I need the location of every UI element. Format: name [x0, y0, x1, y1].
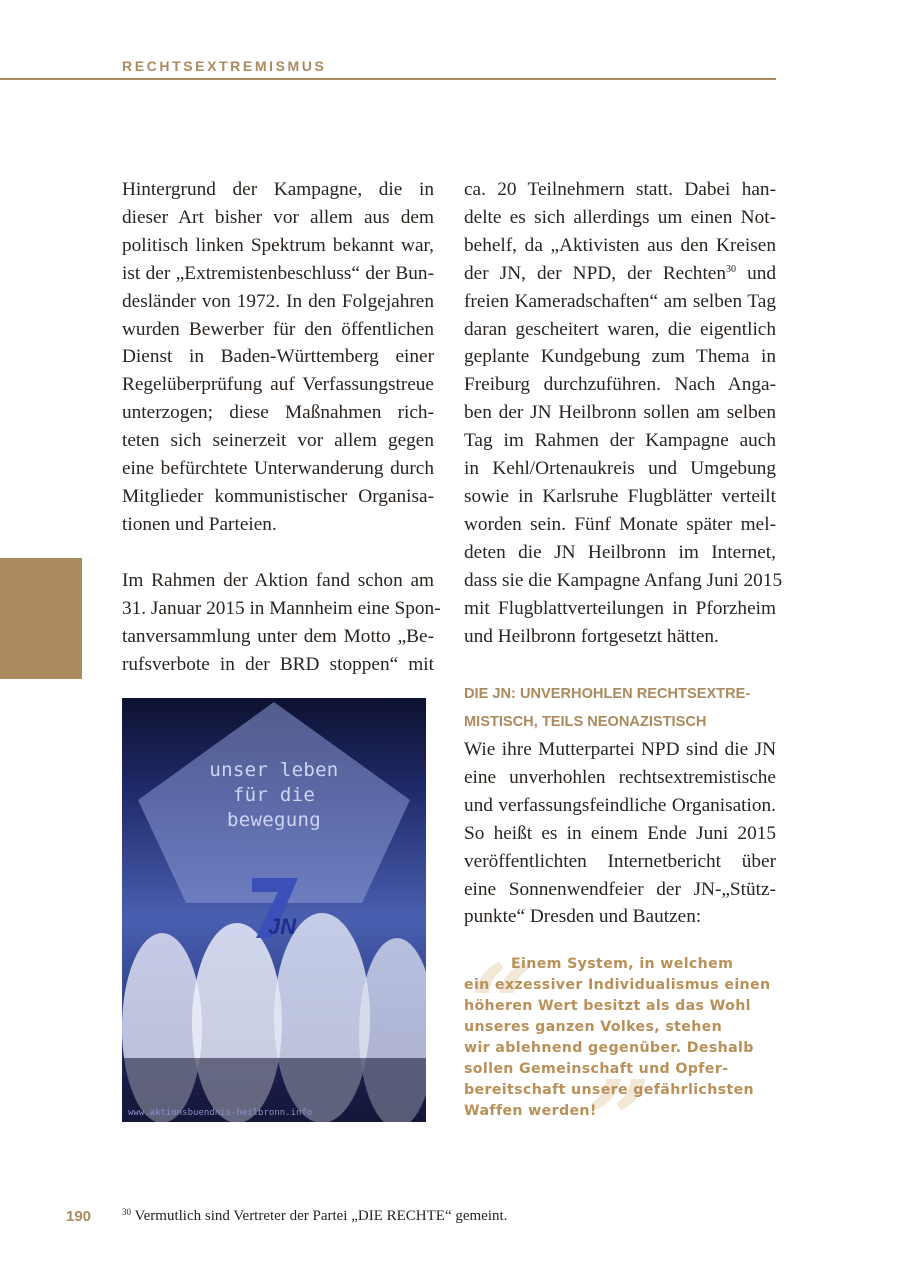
text-line: Einem System, in welchem	[511, 956, 734, 972]
text-line: MISTISCH, TEILS NEONAZISTISCH	[464, 714, 707, 730]
jn-logo-text: JN	[268, 914, 297, 939]
text-line: geplante Kundgebung zum Thema in	[464, 346, 776, 368]
text-line: desländer von 1972. In den Folgejahren	[122, 290, 434, 312]
text-line: worden sein. Fünf Monate später mel-	[464, 513, 776, 535]
section-heading	[464, 680, 784, 736]
campaign-poster-image	[122, 698, 426, 1122]
text-fragment: der JN, der NPD, der Rechten	[464, 262, 726, 284]
paragraph-gap	[122, 539, 434, 567]
left-paragraph-2	[122, 567, 441, 679]
text-line: Waffen werden!	[464, 1103, 597, 1119]
footnote-text: Vermutlich sind Vertreter der Partei „DIE RECHTE“ gemeint.	[131, 1208, 508, 1224]
text-line: tionen und Parteien.	[122, 513, 277, 535]
text-line: freien Kameradschaften“ am selben Tag	[464, 290, 776, 312]
open-quote-mark: “	[470, 940, 534, 1069]
text-line: sowie in Karlsruhe Flugblätter verteilt	[464, 485, 776, 507]
poster-footer-url: www.aktionsbuendnis-heilbronn.info	[128, 1108, 313, 1118]
text-fragment: und	[736, 262, 776, 284]
text-line: deten die JN Heilbronn im Internet,	[464, 541, 776, 563]
header-rule	[0, 78, 776, 80]
text-line: 31. Januar 2015 in Mannheim eine Spon-	[122, 597, 441, 619]
text-line-with-note	[464, 260, 776, 288]
section-body	[464, 736, 776, 931]
text-line: wurden Bewerber für den öffentlichen	[122, 318, 434, 340]
text-line: in Kehl/Ortenaukreis und Umgebung	[464, 458, 776, 480]
footnote	[122, 1208, 507, 1225]
text-line: Dienst in Baden-Württemberg einer	[122, 346, 434, 368]
text-line: politisch linken Spektrum bekannt war,	[122, 234, 434, 256]
text-line: teten sich seinerzeit vor allem gegen	[122, 430, 434, 452]
text-line: Tag im Rahmen der Kampagne auch	[464, 430, 776, 452]
text-line: veröffentlichten Internetbericht über	[464, 850, 776, 872]
footnote-reference[interactable]: 30	[726, 263, 736, 275]
text-line: ein exzessiver Individualismus einen	[464, 977, 771, 993]
chapter-side-tab	[0, 558, 82, 679]
pull-quote	[464, 954, 784, 1122]
text-line: sollen Gemeinschaft und Opfer-	[464, 1061, 729, 1077]
text-line: mit Flugblattverteilungen in Pforzheim	[464, 597, 776, 619]
text-line: DIE JN: UNVERHOHLEN RECHTSEXTRE-	[464, 686, 751, 702]
text-line: punkte“ Dresden und Bautzen:	[464, 906, 702, 928]
right-column	[464, 176, 783, 650]
text-line: eine unverhohlen rechtsextremistische	[464, 766, 776, 788]
text-line: dass sie die Kampagne Anfang Juni 2015	[464, 569, 783, 591]
text-line: ca. 20 Teilnehmern statt. Dabei han-	[464, 179, 776, 200]
close-quote-mark: ”	[588, 1056, 652, 1185]
text-line: unterzogen; diese Maßnahmen rich-	[122, 402, 434, 424]
text-line: Im Rahmen der Aktion fand schon am	[122, 569, 434, 591]
text-line: behelf, da „Aktivisten aus den Kreisen	[464, 234, 776, 256]
text-line: Freiburg durchzuführen. Nach Anga-	[464, 374, 776, 396]
text-line: delte es sich allerdings um einen Not-	[464, 206, 776, 228]
poster-slogan: unser leben für die bewegung	[209, 759, 339, 831]
footnote-number: 30	[122, 1207, 131, 1217]
text-line: bereitschaft unsere gefährlichsten	[464, 1082, 754, 1098]
text-line: eine Sonnenwendfeier der JN-„Stütz-	[464, 878, 776, 900]
text-line: rufsverbote in der BRD stoppen“ mit	[122, 653, 434, 675]
text-line: ben der JN Heilbronn sollen am selben	[464, 402, 776, 424]
text-line: unseres ganzen Volkes, stehen	[464, 1019, 723, 1035]
right-paragraph-1	[464, 176, 783, 650]
text-line: daran gescheitert waren, die eigentlich	[464, 318, 776, 340]
text-line: Hintergrund der Kampagne, die in	[122, 179, 434, 200]
text-line: So heißt es in einem Ende Juni 2015	[464, 822, 776, 844]
running-header: RECHTSEXTREMISMUS	[122, 58, 327, 74]
text-line: eine befürchtete Unterwanderung durch	[122, 458, 434, 480]
text-line: Mitglieder kommunistischer Organisa-	[122, 485, 434, 507]
text-line: Regelüberprüfung auf Verfassungstreue	[122, 374, 434, 396]
left-paragraph-1	[122, 176, 434, 539]
left-column	[122, 176, 441, 678]
text-line: Wie ihre Mutterpartei NPD sind die JN	[464, 739, 776, 760]
text-line: und verfassungsfeindliche Organisation.	[464, 794, 776, 816]
text-line: tanversammlung unter dem Motto „Be-	[122, 625, 434, 647]
text-line: und Heilbronn fortgesetzt hätten.	[464, 625, 719, 647]
page-number: 190	[66, 1208, 92, 1225]
text-line: ist der „Extremistenbeschluss“ der Bun-	[122, 262, 434, 284]
text-line: wir ablehnend gegenüber. Deshalb	[464, 1040, 754, 1056]
text-line: höheren Wert besitzt als das Wohl	[464, 998, 751, 1014]
text-line: dieser Art bisher vor allem aus dem	[122, 206, 434, 228]
